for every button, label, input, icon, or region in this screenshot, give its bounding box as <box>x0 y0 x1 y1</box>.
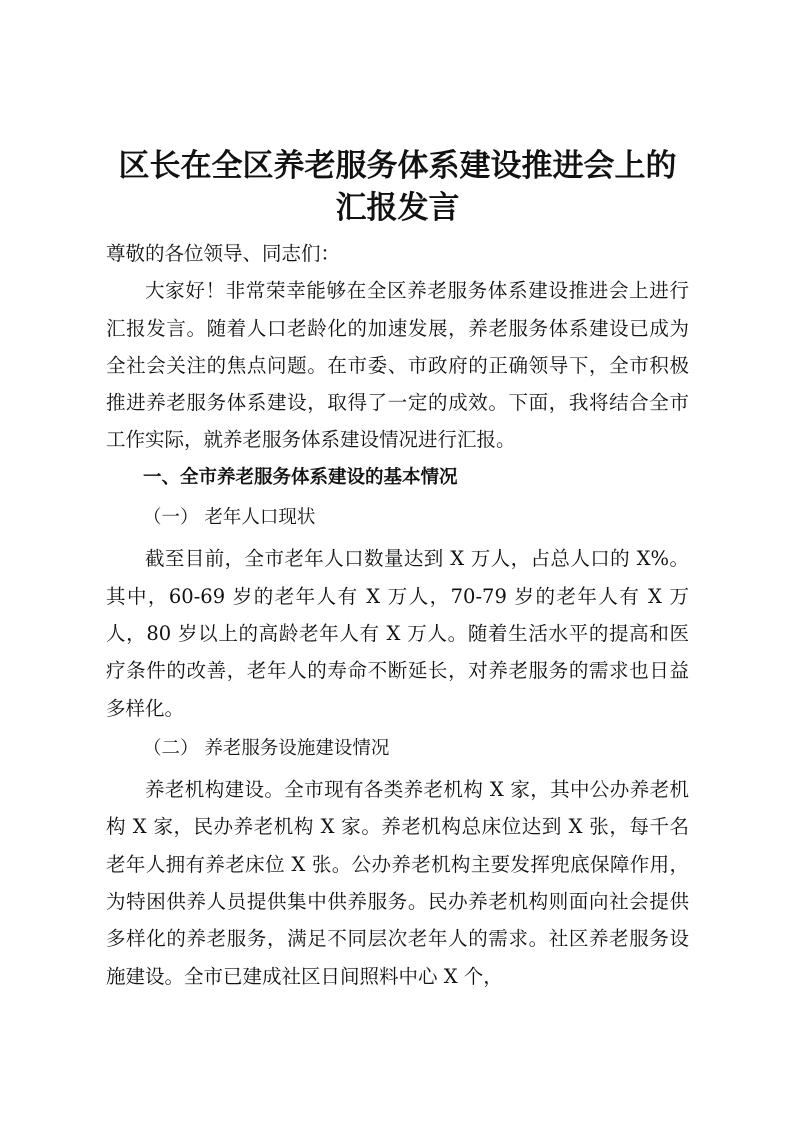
subsection-2-heading: （二） 养老服务设施建设情况 <box>143 737 390 759</box>
subsection-2-body: 养老机构建设。全市现有各类养老机构 X 家，其中公办养老机构 X 家，民办养老机构 X 家。养老机构总床位达到 X 张，每千名老年人拥有养老床位 X 张。公办养老机构主要发挥兜底保障作用，为特困供养人员提供集中供养服务。民办养老机构则面向社会提供多样化的养老服务，满足不同层次老年人的需求。社区养老服务设施建设。全市已建成社区日间照料中心 X 个， <box>106 778 689 988</box>
subsection-1-heading: （一） 老年人口现状 <box>143 507 316 529</box>
intro-paragraph: 大家好！非常荣幸能够在全区养老服务体系建设推进会上进行汇报发言。随着人口老龄化的加速发展，养老服务体系建设已成为全社会关注的焦点问题。在市委、市政府的正确领导下，全市积极推进养老服务体系建设，取得了一定的成效。下面，我将结合全市工作实际，就养老服务体系建设情况进行汇报。 <box>106 279 689 452</box>
section-1-heading: 一、全市养老服务体系建设的基本情况 <box>143 466 458 488</box>
salutation: 尊敬的各位领导、同志们： <box>106 242 341 265</box>
document-title: 区长在全区养老服务体系建设推进会上的汇报发言 <box>118 148 677 226</box>
subsection-1-body: 截至目前，全市老年人口数量达到 X 万人，占总人口的 X%。其中，60-69 岁的老年人有 X 万人，70-79 岁的老年人有 X 万人，80 岁以上的高龄老年人有 X 万人。随着生活水平的提高和医疗条件的改善，老年人的寿命不断延长，对养老服务的需求也日益多样化。 <box>106 547 689 720</box>
